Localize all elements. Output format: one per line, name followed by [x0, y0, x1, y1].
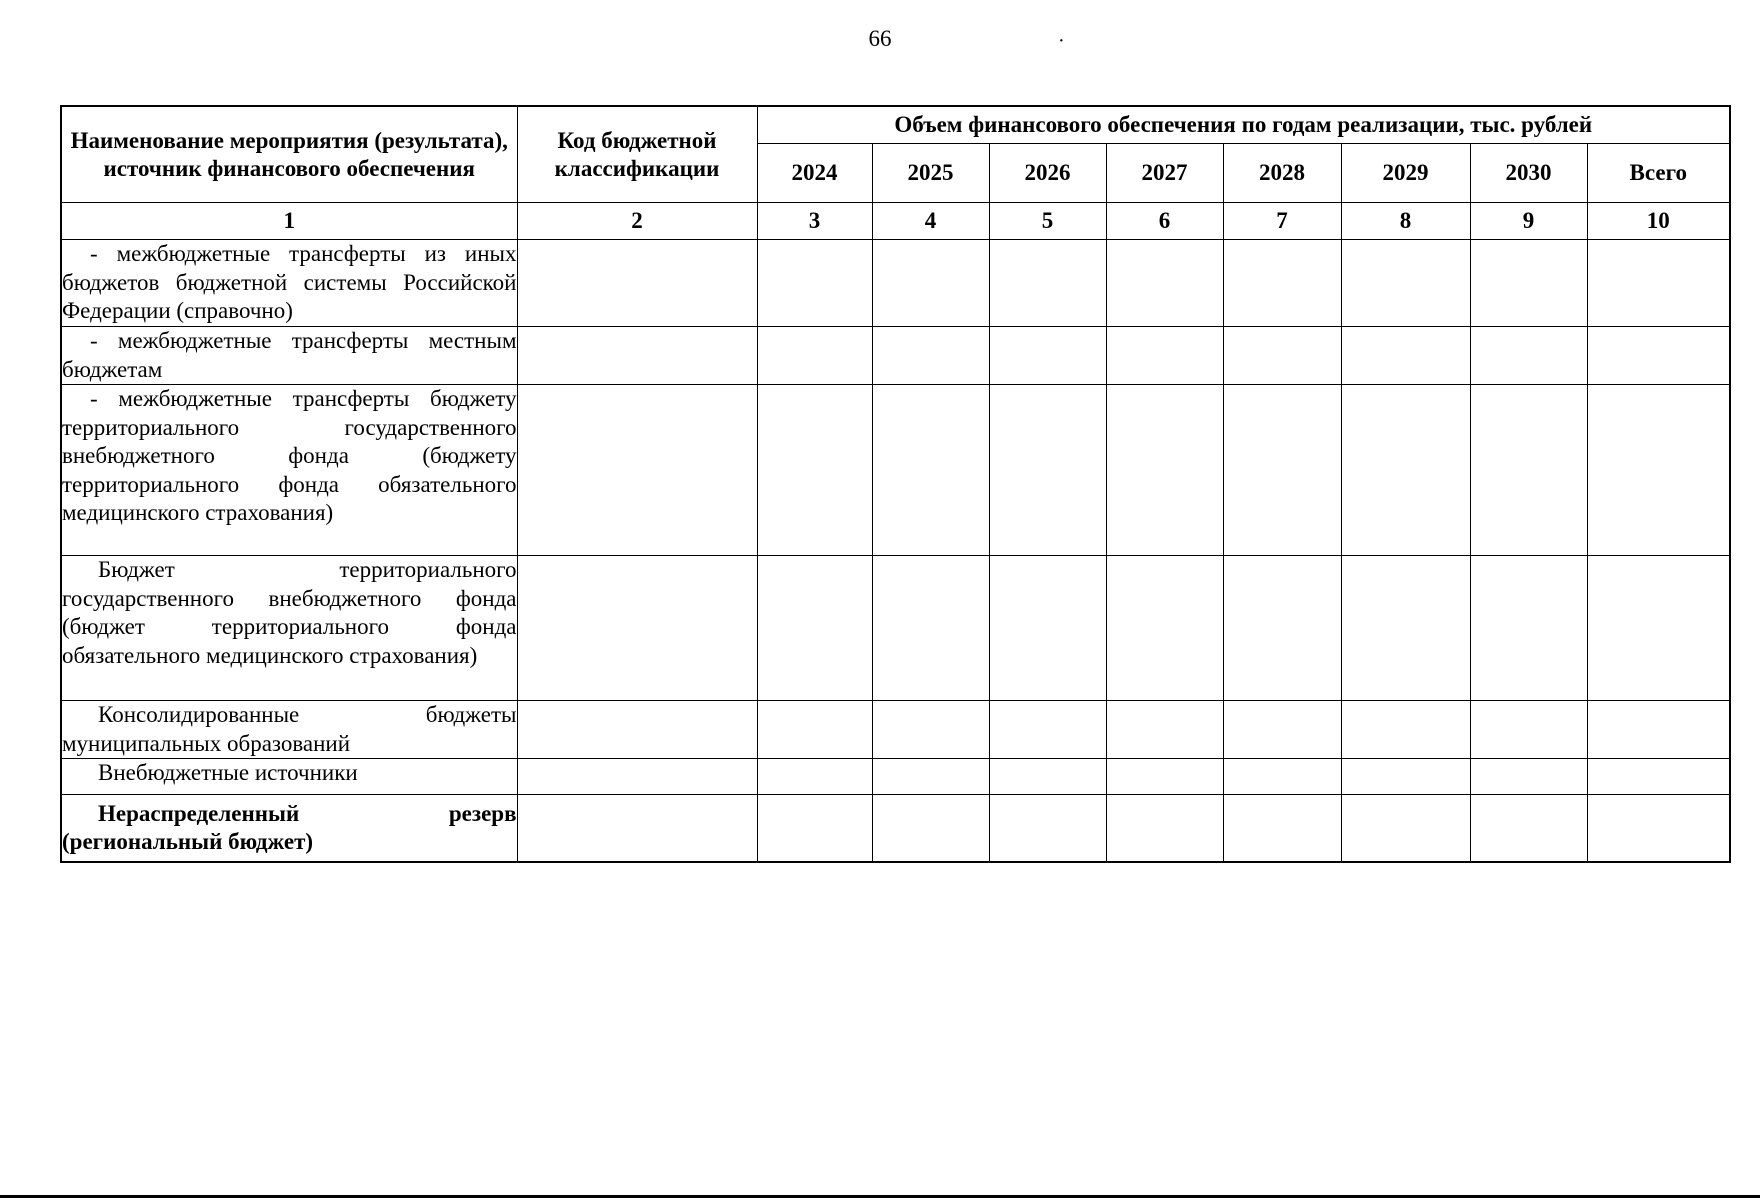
header-total: Всего: [1587, 144, 1730, 203]
empty-cell: [1470, 240, 1587, 327]
row-label: - межбюджетные трансферты из иных бюджетов бюджетной системы Российской Федерации (справочно): [61, 240, 517, 327]
empty-cell: [517, 385, 757, 556]
empty-cell: [517, 795, 757, 862]
empty-cell: [757, 385, 872, 556]
empty-cell: [1587, 556, 1730, 701]
column-number: 2: [517, 203, 757, 240]
empty-cell: [872, 327, 989, 385]
empty-cell: [872, 240, 989, 327]
empty-cell: [1470, 556, 1587, 701]
empty-cell: [989, 327, 1106, 385]
empty-cell: [1106, 240, 1223, 327]
column-number: 8: [1341, 203, 1470, 240]
financing-table: [60, 105, 1731, 863]
empty-cell: [517, 759, 757, 795]
header-year-2029: 2029: [1341, 144, 1470, 203]
empty-cell: [872, 795, 989, 862]
empty-cell: [1106, 327, 1223, 385]
empty-cell: [989, 795, 1106, 862]
row-label: Бюджет территориального государственного внебюджетного фонда (бюджет территориального фонда обязательного медицинского страхования): [61, 556, 517, 701]
row-label: Консолидированные бюджеты муниципальных образований: [61, 701, 517, 759]
empty-cell: [1341, 759, 1470, 795]
empty-cell: [757, 327, 872, 385]
header-year-2026: 2026: [989, 144, 1106, 203]
empty-cell: [1223, 327, 1341, 385]
table-row: [61, 701, 1730, 759]
empty-cell: [1341, 701, 1470, 759]
empty-cell: [872, 759, 989, 795]
column-number: 10: [1587, 203, 1730, 240]
header-year-2027: 2027: [1106, 144, 1223, 203]
empty-cell: [872, 385, 989, 556]
empty-cell: [1587, 795, 1730, 862]
empty-cell: [1587, 701, 1730, 759]
header-year-2028: 2028: [1223, 144, 1341, 203]
empty-cell: [989, 759, 1106, 795]
header-budget-code: Код бюджетной классификации: [517, 106, 757, 203]
empty-cell: [989, 701, 1106, 759]
column-number: 1: [61, 203, 517, 240]
empty-cell: [1223, 795, 1341, 862]
empty-cell: [1223, 701, 1341, 759]
empty-cell: [1106, 701, 1223, 759]
empty-cell: [989, 385, 1106, 556]
empty-cell: [517, 240, 757, 327]
table-row: [61, 795, 1730, 862]
column-number: 7: [1223, 203, 1341, 240]
empty-cell: [757, 556, 872, 701]
empty-cell: [757, 701, 872, 759]
column-number: 6: [1106, 203, 1223, 240]
empty-cell: [1223, 759, 1341, 795]
table-row: [61, 240, 1730, 327]
empty-cell: [517, 327, 757, 385]
column-number: 9: [1470, 203, 1587, 240]
row-label: - межбюджетные трансферты местным бюджетам: [61, 327, 517, 385]
empty-cell: [989, 240, 1106, 327]
empty-cell: [1223, 385, 1341, 556]
page-number: 66: [868, 26, 892, 51]
scan-speck: ·: [1058, 30, 1065, 52]
column-number: 3: [757, 203, 872, 240]
empty-cell: [1223, 556, 1341, 701]
empty-cell: [1470, 701, 1587, 759]
empty-cell: [1341, 327, 1470, 385]
row-label: - межбюджетные трансферты бюджету территориального государственного внебюджетного фонда (бюджету территориального фонда обязательного медицинского страхования): [61, 385, 517, 556]
empty-cell: [1223, 240, 1341, 327]
table-row: [61, 327, 1730, 385]
header-financing-volume: Объем финансового обеспечения по годам реализации, тыс. рублей: [757, 106, 1730, 144]
row-label: Нераспределенный резерв (региональный бюджет): [61, 795, 517, 862]
header-name: Наименование мероприятия (результата), источник финансового обеспечения: [61, 106, 517, 203]
table-row: [61, 556, 1730, 701]
empty-cell: [1587, 759, 1730, 795]
empty-cell: [1470, 327, 1587, 385]
empty-cell: [1587, 327, 1730, 385]
empty-cell: [757, 240, 872, 327]
row-label: Внебюджетные источники: [61, 759, 517, 795]
column-number: 5: [989, 203, 1106, 240]
header-year-2030: 2030: [1470, 144, 1587, 203]
page-bottom-rule: [0, 1195, 1760, 1198]
empty-cell: [757, 795, 872, 862]
header-row-1: [61, 106, 1730, 144]
empty-cell: [517, 701, 757, 759]
empty-cell: [1106, 385, 1223, 556]
header-year-2025: 2025: [872, 144, 989, 203]
empty-cell: [1341, 385, 1470, 556]
table-row: [61, 385, 1730, 556]
empty-cell: [1341, 795, 1470, 862]
empty-cell: [872, 556, 989, 701]
empty-cell: [1106, 759, 1223, 795]
column-number: 4: [872, 203, 989, 240]
empty-cell: [1106, 556, 1223, 701]
empty-cell: [517, 556, 757, 701]
empty-cell: [1470, 795, 1587, 862]
empty-cell: [757, 759, 872, 795]
empty-cell: [1341, 556, 1470, 701]
empty-cell: [1587, 240, 1730, 327]
table-row: [61, 759, 1730, 795]
empty-cell: [1470, 759, 1587, 795]
empty-cell: [1470, 385, 1587, 556]
column-number-row: [61, 203, 1730, 240]
empty-cell: [1341, 240, 1470, 327]
empty-cell: [1106, 795, 1223, 862]
empty-cell: [989, 556, 1106, 701]
header-year-2024: 2024: [757, 144, 872, 203]
empty-cell: [1587, 385, 1730, 556]
empty-cell: [872, 701, 989, 759]
